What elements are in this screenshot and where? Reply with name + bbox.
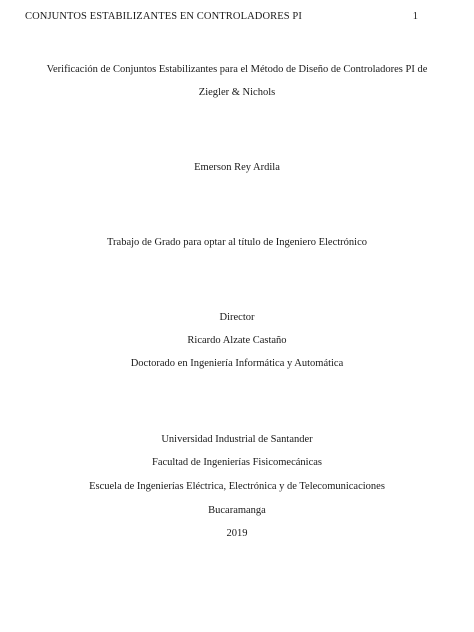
- thesis-title-line-1: Verificación de Conjuntos Estabilizantes para el Método de Diseño de Controladores PI de: [46, 64, 428, 75]
- faculty-name: Facultad de Ingenierías Fisicomecánicas: [152, 457, 322, 468]
- year: 2019: [226, 528, 248, 539]
- university-name: Universidad Industrial de Santander: [161, 434, 313, 445]
- page-number: 1: [412, 11, 418, 22]
- degree-statement: Trabajo de Grado para optar al título de Ingeniero Electrónico: [107, 237, 367, 248]
- author-name: Emerson Rey Ardila: [194, 162, 280, 173]
- director-credential: Doctorado en Ingeniería Informática y Automática: [130, 358, 344, 369]
- city: Bucaramanga: [208, 505, 266, 516]
- school-name: Escuela de Ingenierías Eléctrica, Electrónica y de Telecomunicaciones: [89, 481, 385, 492]
- thesis-title-line-2: Ziegler & Nichols: [198, 87, 276, 98]
- director-label: Director: [219, 312, 255, 323]
- running-head: CONJUNTOS ESTABILIZANTES EN CONTROLADORES PI: [25, 11, 302, 22]
- director-name: Ricardo Alzate Castaño: [187, 335, 287, 346]
